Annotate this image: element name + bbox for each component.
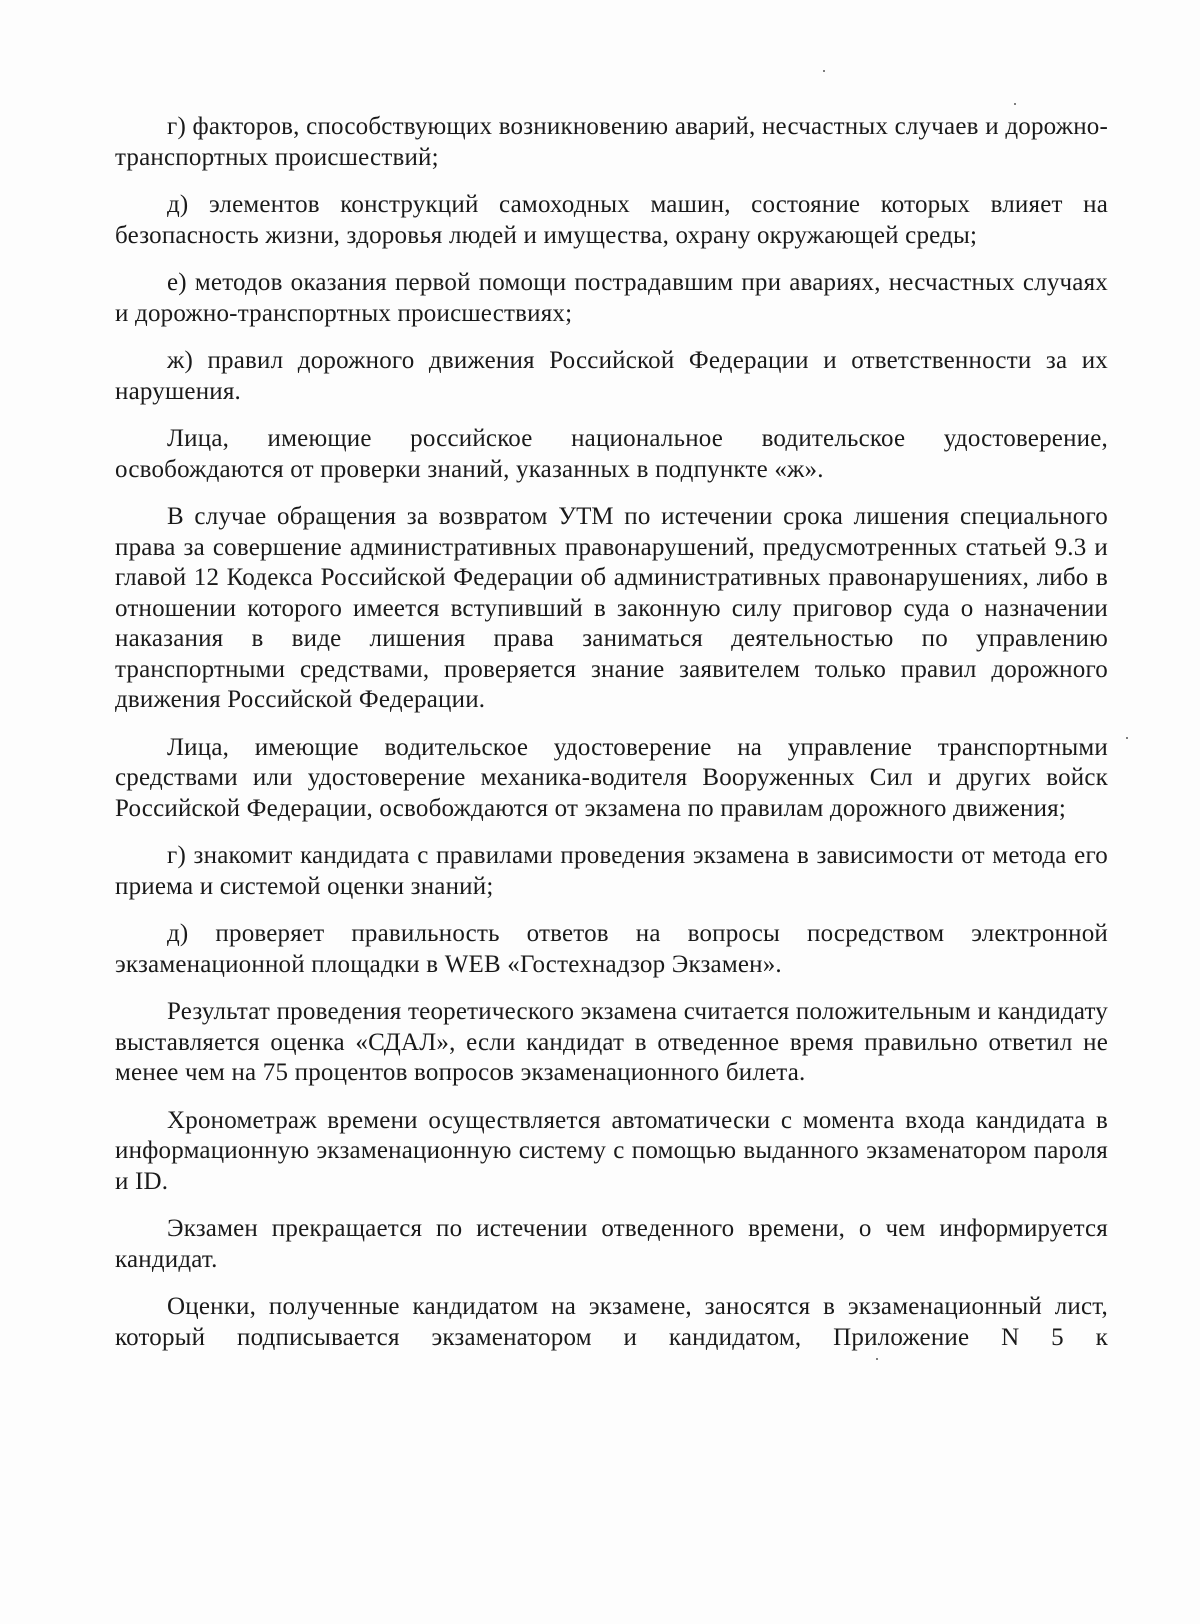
paragraph-exam-rules: г) знакомит кандидата с правилами проведения экзамена в зависимости от метода его приема и системой оценки знаний; (115, 842, 1108, 900)
paragraph-timing: Хронометраж времени осуществляется автоматически с момента входа кандидата в информационную экзаменационную систему с помощью выданного экзаменатором пароля и ID. (115, 1106, 1108, 1195)
paragraph-first-aid: е) методов оказания первой помощи пострадавшим при авариях, несчастных случаях и дорожно-транспортных происшествиях; (115, 269, 1108, 327)
paragraph-traffic-rules: ж) правил дорожного движения Российской Федерации и ответственности за их нарушения. (115, 347, 1108, 405)
scan-speck (1014, 103, 1016, 105)
paragraph-answer-check: д) проверяет правильность ответов на вопросы посредством электронной экзаменационной площадки в WEB «Гостехнадзор Экзамен». (115, 920, 1108, 978)
paragraph-exam-result: Результат проведения теоретического экзамена считается положительным и кандидату выставляется оценка «СДАЛ», если кандидат в отведенное время правильно ответил не менее чем на 75 процентов вопросов экзаменационного билета. (115, 998, 1108, 1086)
paragraph-construction-elements: д) элементов конструкций самоходных машин, состояние которых влияет на безопасность жизни, здоровья людей и имущества, охрану окружающей среды; (115, 191, 1108, 249)
paragraph-license-exemption: Лица, имеющие российское национальное водительское удостоверение, освобождаются от проверки знаний, указанных в подпункте «ж». (115, 425, 1108, 483)
scan-speck (1126, 737, 1128, 739)
paragraph-factors: г) факторов, способствующих возникновению аварий, несчастных случаев и дорожно-транспортных происшествий; (115, 113, 1108, 171)
paragraph-grades: Оценки, полученные кандидатом на экзамене, заносятся в экзаменационный лист, который подписывается экзаменатором и кандидатом, Приложение N 5 к (115, 1293, 1108, 1351)
paragraph-exam-end: Экзамен прекращается по истечении отведенного времени, о чем информируется кандидат. (115, 1215, 1108, 1273)
paragraph-driver-license-exemption: Лица, имеющие водительское удостоверение на управление транспортными средствами или удостоверение механика-водителя Вооруженных Сил и других войск Российской Федерации, освобождаются от экзамена по правилам дорожного движения; (115, 733, 1108, 822)
scan-speck (876, 1358, 878, 1360)
paragraph-utm-return: В случае обращения за возвратом УТМ по истечении срока лишения специального права за совершение административных правонарушений, предусмотренных статьей 9.3 и главой 12 Кодекса Российской Федерации об административных правонарушениях, либо в отношении которого имеется вступивший в законную силу приговор суда о назначении наказания в виде лишения права заниматься деятельностью по управлению транспортными средствами, проверяется знание заявителем только правил дорожного движения Российской Федерации. (115, 503, 1108, 713)
document-body (115, 112, 1108, 1353)
scan-speck (823, 70, 825, 72)
